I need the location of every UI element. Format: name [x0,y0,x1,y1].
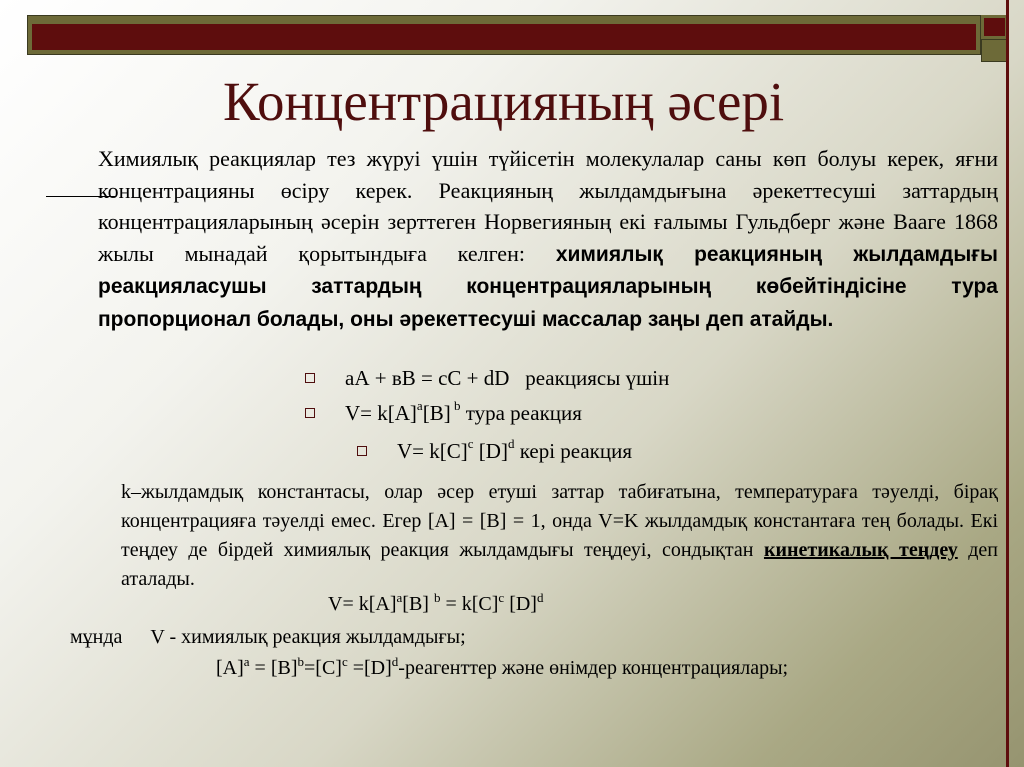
forward-rate-label: тура реакция [460,401,582,425]
reverse-rate-part: [D] [473,439,508,463]
where-text: V - химиялық реакция жылдамдығы; [150,626,466,648]
corner-square-olive [981,39,1008,62]
header-bar-inner [32,24,976,50]
eq-exp: d [536,590,544,605]
reverse-exp-c: c [467,436,474,451]
conc-part: [A] [216,657,244,679]
intro-text: Химиялық реакциялар тез жүруі үшін түйісетін молекулалар саны көп болуы керек, яғни концентрацияны өсіру керек. Реакцияның жылдамдығына әрекеттесуші заттардың концентрацияларының әсерін зерттеген Норвегияның екі ғалымы Гульдберг және Вааге 1868 жылы мынадай қорытындыға келген: [98,146,998,266]
corner-square-red [981,15,1008,39]
forward-rate-part: V= k[A] [345,401,417,425]
conc-exp: b [297,654,304,669]
conc-part: = [B] [249,657,298,679]
constant-tail: деп аталады. [121,539,998,590]
where-label: мұнда [70,626,123,648]
square-bullet-icon [357,446,367,456]
eq-part: [D] [504,593,537,615]
conc-exp: d [391,654,399,669]
reverse-rate-part: V= k[C] [397,439,468,463]
eq-part: [B] [402,593,434,615]
eq-exp: b [433,590,441,605]
kinetic-equation-term: кинетикалық теңдеу [763,539,958,561]
forward-exp-a: a [416,398,423,413]
bullet-forward-rate [305,398,582,426]
header-bar [27,15,981,55]
reaction-equation: аА + вВ = сС + dD [345,366,510,390]
forward-rate-part: [B] [422,401,451,425]
right-vertical-line [1006,0,1009,767]
square-bullet-icon [305,408,315,418]
constant-paragraph [121,478,998,594]
reverse-rate-label: кері реакция [514,439,633,463]
conc-part: =[C] [304,657,342,679]
conc-exp: a [243,654,250,669]
eq-part: V= k[A] [328,593,397,615]
slide-title: Концентрацияның әсері [223,71,785,132]
constant-text: k–жылдамдық константасы, олар әсер етуші заттар табиғатына, температураға тәуелді, бірақ концентрацияға тәуелді емес. Егер [A] = [B] = 1, онда V=K жылдамдық константаға тең болады. Екі теңдеу де бірдей химиялық реакция жылдамдығы теңдеуі, сондықтан [121,481,998,561]
conc-part: =[D] [347,657,392,679]
conc-exp: c [341,654,348,669]
forward-exp-b: b [450,398,461,413]
eq-part: = k[C] [440,593,499,615]
kinetic-equation [328,590,544,616]
eq-exp: a [396,590,403,605]
square-bullet-icon [305,373,315,383]
mass-action-law: химиялық реакцияның жылдамдығы реакцияласушы заттардың концентрацияларының көбейтіндісіне тура пропорционал болады, оны әрекеттесуші массалар заңы деп атайды. [98,242,998,331]
bullet-reverse-rate [357,436,633,464]
reverse-exp-d: d [507,436,515,451]
eq-exp: c [498,590,505,605]
bullet-reaction [305,366,669,391]
reaction-label: реакциясы үшін [525,366,670,390]
concentrations-line [216,654,789,680]
intro-paragraph [98,143,998,335]
where-line [70,626,466,649]
conc-tail: -реагенттер және өнімдер концентрациялары; [398,657,789,679]
